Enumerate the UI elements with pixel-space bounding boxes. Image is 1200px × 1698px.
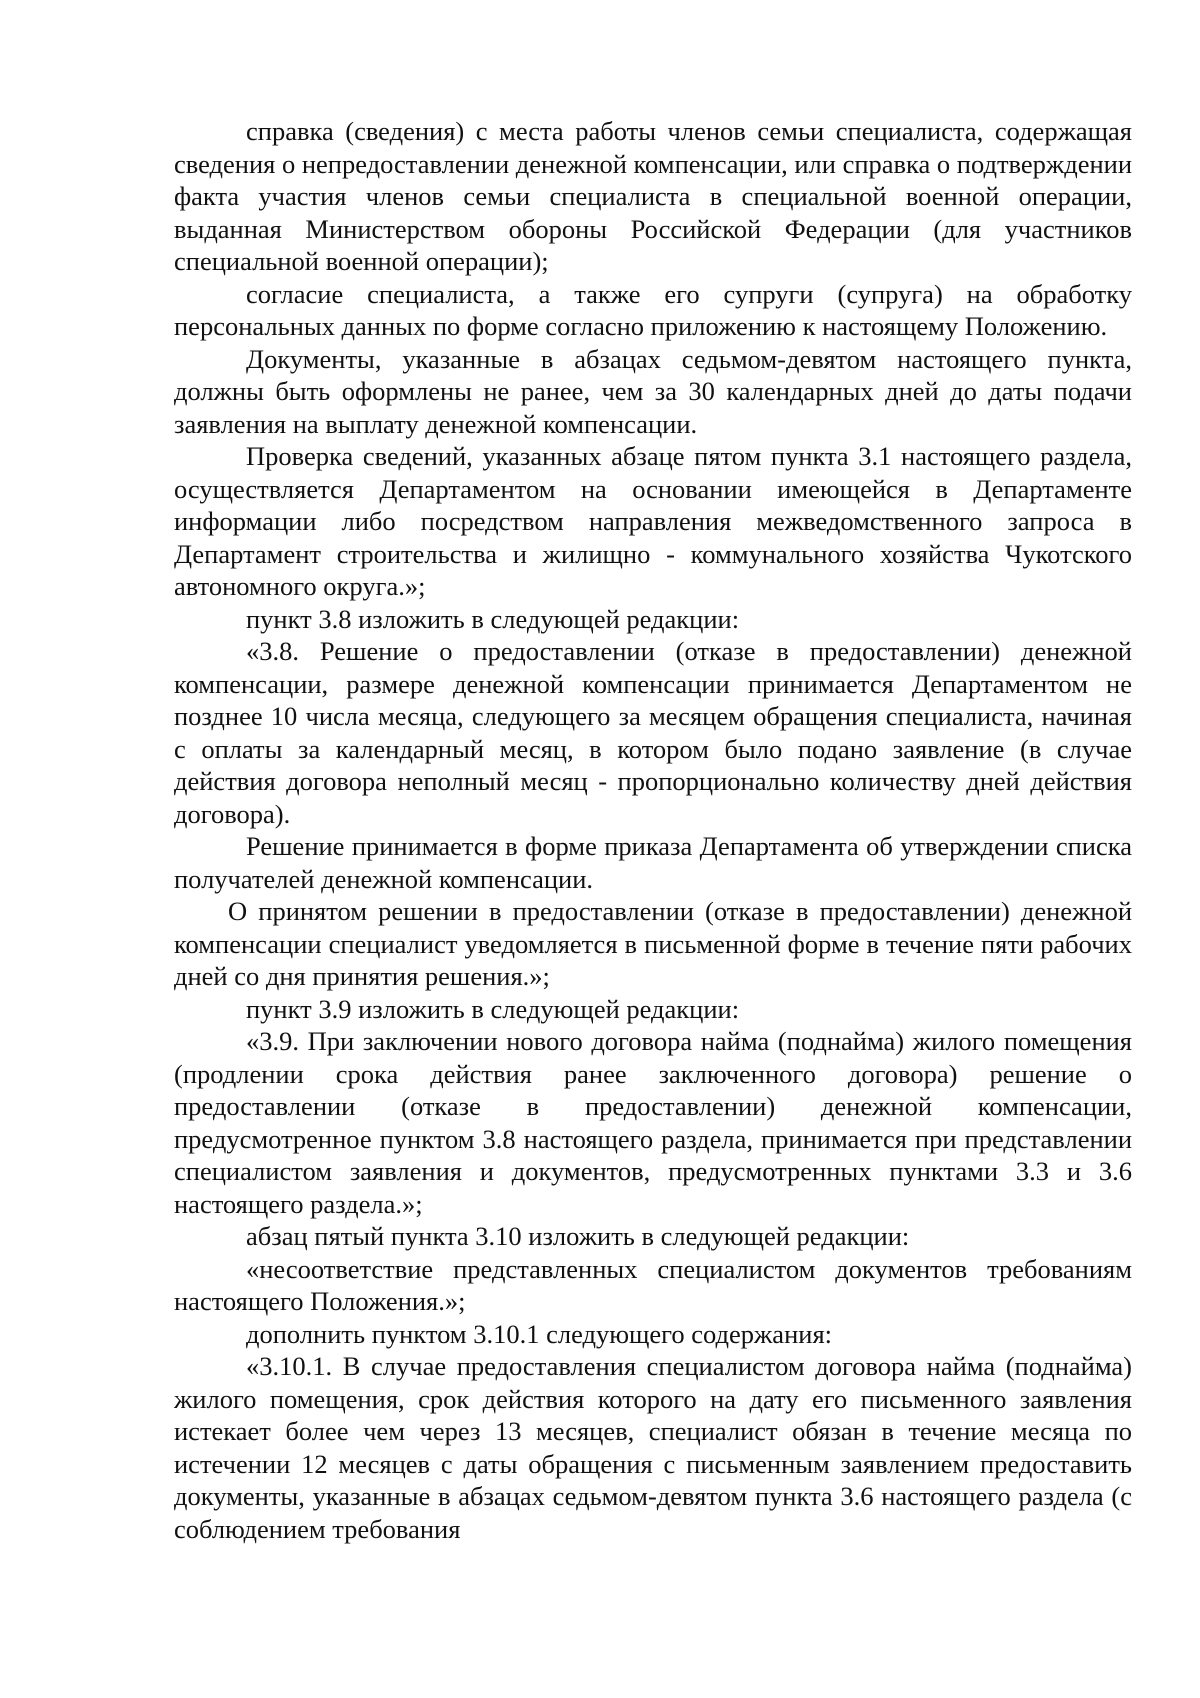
paragraph-certificate-family-work: справка (сведения) с места работы членов семьи специалиста, содержащая сведения о непредоставлении денежной компенсации, или справка о подтверждении факта участия членов семьи специалиста в специальной военной операции, выданная Министерством обороны Российской Федерации (для участников специальной военной операции);: [174, 116, 1132, 276]
paragraph-nonconformity: «несоответствие представленных специалистом документов требованиям настоящего Положения.»;: [174, 1253, 1132, 1316]
paragraph-clause-3-8: «3.8. Решение о предоставлении (отказе в предоставлении) денежной компенсации, размере денежной компенсации принимается Департаментом не позднее 10 числа месяца, следующего за месяцем обращения специалиста, начиная с оплаты за календарный месяц, в котором было подано заявление (в случае действия договора неполный месяц - пропорционально количеству дней действия договора).: [174, 636, 1132, 829]
paragraph-consent-personal-data: согласие специалиста, а также его супруги (супруга) на обработку персональных данных по форме согласно приложению к настоящему Положению.: [174, 278, 1132, 341]
paragraph-clause-3-9: «3.9. При заключении нового договора найма (поднайма) жилого помещения (продлении срока действия ранее заключенного договора) решение о предоставлении (отказе в предоставлении) денежной компенсации, предусмотренное пунктом 3.8 настоящего раздела, принимается при представлении специалистом заявления и документов, предусмотренных пунктами 3.3 и 3.6 настоящего раздела.»;: [174, 1026, 1132, 1219]
paragraph-amend-3-10: абзац пятый пункта 3.10 изложить в следующей редакции:: [246, 1221, 910, 1251]
paragraph-documents-deadline: Документы, указанные в абзацах седьмом-девятом настоящего пункта, должны быть оформлены не ранее, чем за 30 календарных дней до даты подачи заявления на выплату денежной компенсации.: [174, 343, 1132, 439]
paragraph-verification: Проверка сведений, указанных абзаце пятом пункта 3.1 настоящего раздела, осуществляется Департаментом на основании имеющейся в Департаменте информации либо посредством направления межведомственного запроса в Департамент строительства и жилищно - коммунального хозяйства Чукотского автономного округа.»;: [174, 441, 1132, 601]
paragraph-amend-3-9: пункт 3.9 изложить в следующей редакции:: [246, 993, 740, 1024]
paragraph-amend-3-8: пункт 3.8 изложить в следующей редакции:: [246, 603, 740, 634]
paragraph-clause-3-10-1: «3.10.1. В случае предоставления специалистом договора найма (поднайма) жилого помещения, срок действия которого на дату его письменного заявления истекает более чем через 13 месяцев, специалист обязан в течение месяца по истечении 12 месяцев с даты обращения с письменным заявлением предоставить документы, указанные в абзацах седьмом-девятом пункта 3.6 настоящего раздела (с соблюдением требования: [174, 1351, 1132, 1544]
document-body: [174, 115, 1132, 1545]
paragraph-add-3-10-1: дополнить пунктом 3.10.1 следующего содержания:: [246, 1318, 832, 1349]
paragraph-notification: О принятом решении в предоставлении (отказе в предоставлении) денежной компенсации специалист уведомляется в письменной форме в течение пяти рабочих дней со дня принятия решения.»;: [174, 896, 1132, 991]
paragraph-decision-order: Решение принимается в форме приказа Департамента об утверждении списка получателей денежной компенсации.: [174, 831, 1132, 894]
